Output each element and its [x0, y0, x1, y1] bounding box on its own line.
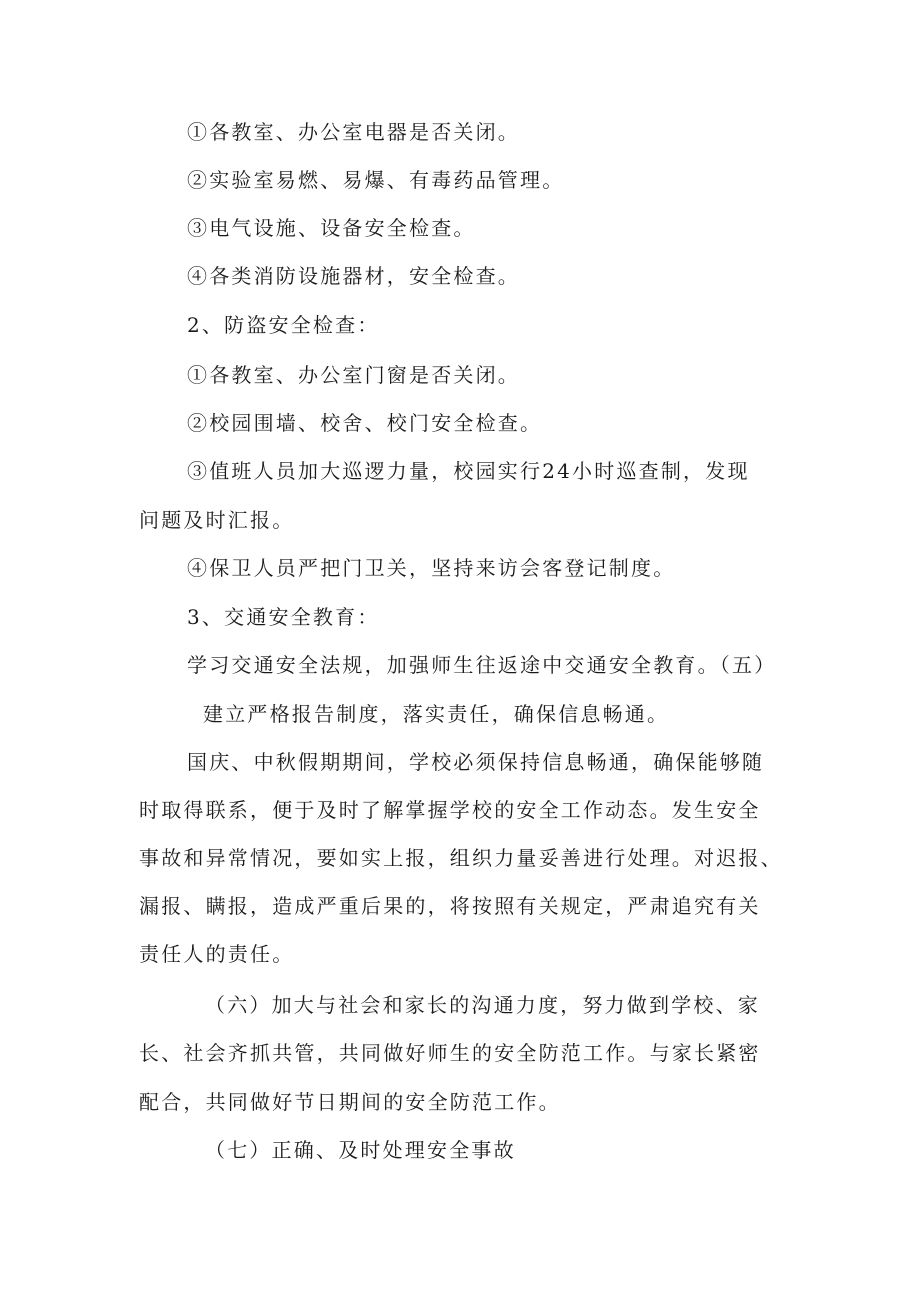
text-line: 配合，共同做好节日期间的安全防范工作。	[139, 1090, 561, 1114]
text-line: ③值班人员加大巡逻力量，校园实行24小时巡查制，发现	[187, 459, 750, 483]
text-line: 问题及时汇报。	[139, 508, 295, 532]
text-line: ④保卫人员严把门卫关，坚持来访会客登记制度。	[187, 556, 676, 580]
text-line: 国庆、中秋假期期间，学校必须保持信息畅通，确保能够随	[187, 750, 765, 774]
text-line: （六）加大与社会和家长的沟通力度，努力做到学校、家	[205, 993, 760, 1017]
text-line: ③电气设施、设备安全检查。	[187, 216, 476, 240]
text-line: 建立严格报告制度，落实责任，确保信息畅通。	[203, 702, 670, 726]
text-line: ④各类消防设施器材，安全检查。	[187, 264, 520, 288]
text-line: 责任人的责任。	[139, 942, 295, 966]
section-heading: （七）正确、及时处理安全事故	[205, 1138, 516, 1162]
text-line: ①各教室、办公室电器是否关闭。	[187, 120, 520, 144]
text-line: 时取得联系，便于及时了解掌握学校的安全工作动态。发生安全	[139, 798, 761, 822]
section-heading: 2、防盗安全检查：	[187, 313, 380, 337]
text-line: 长、社会齐抓共管，共同做好师生的安全防范工作。与家长紧密	[139, 1041, 761, 1065]
text-line: ①各教室、办公室门窗是否关闭。	[187, 363, 520, 387]
text-line: ②实验室易燃、易爆、有毒药品管理。	[187, 168, 565, 192]
text-line: 学习交通安全法规，加强师生往返途中交通安全教育。（五）	[187, 653, 777, 677]
text-line: 事故和异常情况，要如实上报，组织力量妥善进行处理。对迟报、	[139, 846, 783, 870]
text-line: 漏报、瞒报，造成严重后果的，将按照有关规定，严肃追究有关	[139, 894, 761, 918]
section-heading: 3、交通安全教育：	[187, 605, 380, 629]
text-line: ②校园围墙、校舍、校门安全检查。	[187, 411, 543, 435]
